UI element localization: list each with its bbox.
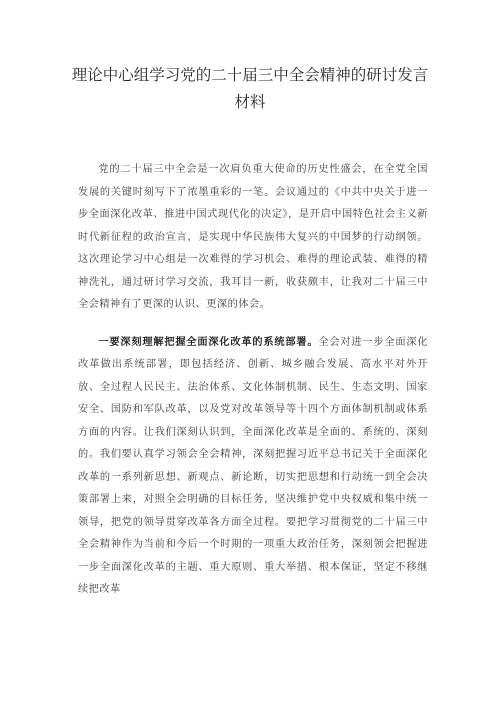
paragraph-point-one bbox=[78, 331, 428, 602]
document-title bbox=[60, 62, 440, 116]
title-line-1: 理论中心组学习党的二十届三中全会精神的研讨发言 bbox=[71, 66, 429, 84]
paragraph-text: 党的二十届三中全会是一次肩负重大使命的历史性盛会，在全党全国发展的关键时刻写下了浓墨重彩的一笔。会议通过的《中共中央关于进一步全面深化改革、推进中国式现代化的决定》，是开启中国特色社会主义新时代新征程的政治宣言，是实现中华民族伟大复兴的中国梦的行动纲领。这次理论学习中心组是一次难得的学习机会、难得的理论武装、难得的精神洗礼，通过研讨学习交流，我耳目一新，收获颇丰，让我对二十届三中全会精神有了更深的认识、更深的体会。 bbox=[78, 164, 428, 310]
paragraph-lead: 一要深刻理解把握全面深化改革的系统部署。 bbox=[98, 335, 319, 348]
paragraph-intro bbox=[78, 158, 428, 317]
title-line-2: 材料 bbox=[234, 93, 266, 111]
paragraph-text: 全会对进一步全面深化改革做出系统部署，即包括经济、创新、城乡融合发展、高水平对外开放、全过程人民民主、法治体系、文化体制机制、民生、生态文明、国家安全、国防和军队改革，以及党对改革领导等十四个方面体制机制或体系方面的内容。让我们深刻认识到，全面深化改革是全面的、系统的、深刻的。我们要认真学习领会全会精神，深刻把握习近平总书记关于全面深化改革的一系列新思想、新观点、新论断，切实把思想和行动统一到全会决策部署上来，对照全会明确的目标任务，坚决维护党中央权威和集中统一领导，把党的领导贯穿改革各方面全过程。要把学习贯彻党的二十届三中全会精神作为当前和今后一个时期的一项重大政治任务，深刻领会把握进一步全面深化改革的主题、重大原则、重大举措、根本保证，坚定不移继续把改革 bbox=[78, 336, 429, 595]
document-body bbox=[78, 158, 428, 602]
